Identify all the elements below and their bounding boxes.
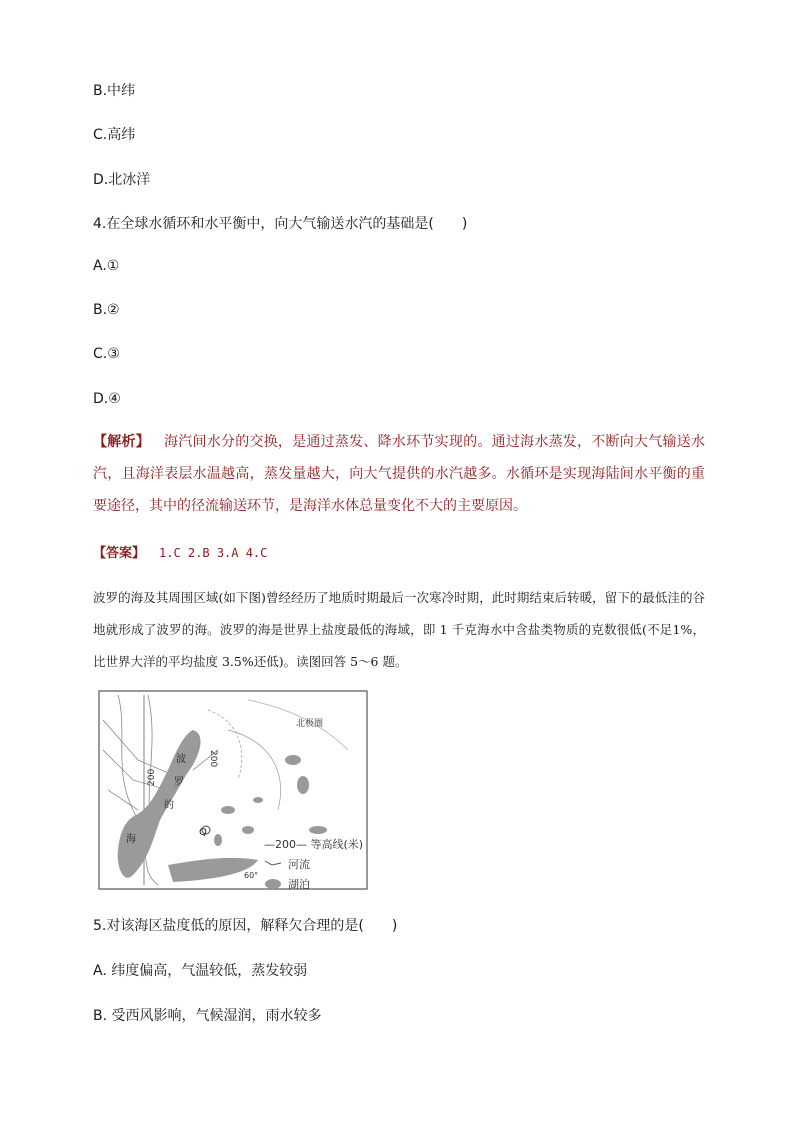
explanation-text: 海汽间水分的交换，是通过蒸发、降水环节实现的。通过海水蒸发，不断向大气输送水汽，且海洋表层水温越高，蒸发量越大，向大气提供的水汽越多。水循环是实现海陆间水平衡的重要途径，其中的径流输送环节，是海洋水体总量变化不大的主要原因。 bbox=[93, 434, 706, 514]
question-5-option-a: A. 纬度偏高，气温较低，蒸发较弱 bbox=[93, 963, 308, 979]
map-label-de: 的 bbox=[164, 800, 174, 811]
answer-tag: 【答案】 bbox=[93, 546, 146, 561]
map-label-arctic-circle: 北极圈 bbox=[296, 719, 324, 729]
option-d-prev: D.北冰洋 bbox=[93, 172, 151, 188]
passage-text: 波罗的海及其周围区域(如下图)曾经经历了地质时期最后一次寒冷时期，此时期结束后转暖，留下的最低洼的谷地就形成了波罗的海。波罗的海是世界上盐度最低的海域，即 1 千克海水中含盐类物质的克数很低(不足1%，比世界大洋的平均盐度 3.5%还低)。读图回答 5～6 题。 bbox=[93, 590, 705, 669]
explanation-tag: 【解析】 bbox=[93, 434, 150, 450]
map-label-q: Q bbox=[199, 827, 207, 838]
legend-contour: —200— 等高线(米) bbox=[264, 838, 364, 851]
question-4-stem: 4.在全球水循环和水平衡中，向大气输送水汽的基础是( ) bbox=[93, 216, 468, 232]
lake-icon bbox=[264, 878, 282, 890]
map-contour-label-2: 200 bbox=[208, 750, 218, 768]
river-icon bbox=[264, 859, 282, 869]
option-c-prev: C.高纬 bbox=[93, 127, 136, 143]
answer-value: 1.C 2.B 3.A 4.C bbox=[159, 546, 268, 560]
map-label-luo: 罗 bbox=[174, 777, 184, 788]
legend-lake: 湖泊 bbox=[288, 878, 310, 891]
map-legend bbox=[264, 834, 363, 894]
map-latitude-label: 60° bbox=[244, 871, 259, 880]
map-label-bo: 波 bbox=[176, 754, 186, 765]
question-4-option-c: C.③ bbox=[93, 346, 120, 362]
question-5-stem: 5.对该海区盐度低的原因，解释欠合理的是( ) bbox=[93, 918, 398, 934]
answer-block bbox=[93, 542, 267, 561]
question-4-option-d: D.④ bbox=[93, 391, 121, 407]
map-label-hai: 海 bbox=[126, 834, 136, 845]
question-4-option-b: B.② bbox=[93, 302, 120, 318]
explanation-block bbox=[93, 426, 705, 522]
map-contour-label-1: 200 bbox=[147, 768, 157, 786]
option-b-prev: B.中纬 bbox=[93, 83, 136, 99]
legend-river: 河流 bbox=[288, 858, 310, 871]
question-4-option-a: A.① bbox=[93, 258, 120, 274]
question-5-option-b: B. 受西风影响，气候湿润，雨水较多 bbox=[93, 1008, 322, 1024]
